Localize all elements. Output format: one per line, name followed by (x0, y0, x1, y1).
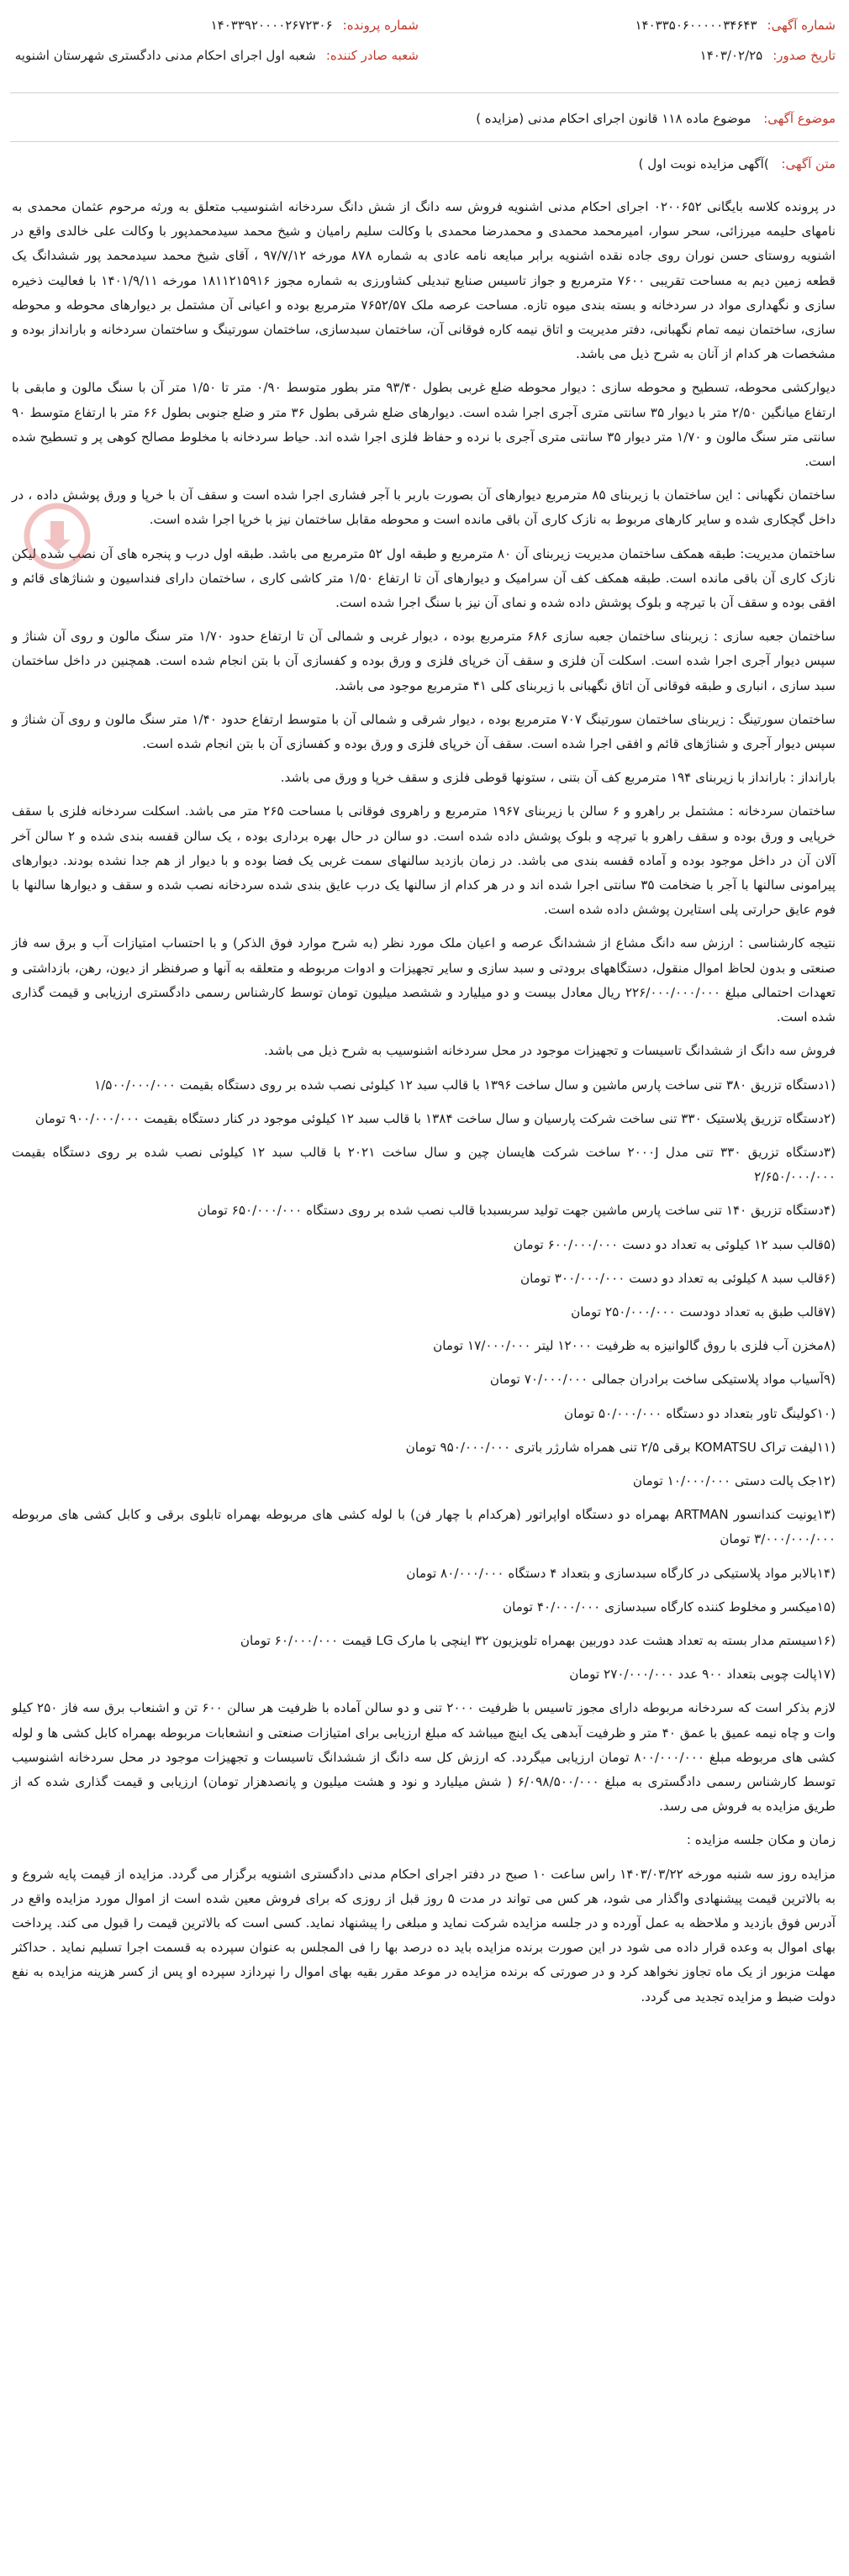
notice-paragraph: ساختمان نگهبانی : این ساختمان با زیربنای ۸۵ مترمربع دیوارهای آن بصورت باربر با آجر فشاری اجرا شده است و سقف آن با خرپا و ورق پوشش داده ، در داخل گچکاری شده و سایر کارهای مربوط به نازک کاری آن باقی مانده است و محوطه مقابل ساختمان نیز با خرپا اجرا شده است. (12, 487, 836, 528)
notice-paragraph: (۸مخزن آب فلزی با روق گالوانیزه به ظرفیت ۱۲۰۰۰ لیتر ۱۷/۰۰۰/۰۰۰ تومان (433, 1338, 836, 1354)
notice-paragraph: (۱۳یونیت کندانسور ARTMAN بهمراه دو دستگاه اواپراتور (هرکدام با چهار فن) با لوله کشی های مربوطه بهمراه تابلوی برقی و کابل کشی های مربوطه ۳/۰۰۰/۰۰۰/۰۰۰ تومان (12, 1507, 836, 1547)
notice-text-heading (639, 156, 836, 171)
ad-number-value: ۱۴۰۳۳۵۰۶۰۰۰۰۰۳۴۶۴۳ (635, 18, 757, 33)
issuing-branch-label: شعبه صادر کننده: (325, 48, 419, 63)
subject-value: موضوع ماده ۱۱۸ قانون اجرای احکام مدنی (مزایده ) (476, 111, 751, 126)
notice-paragraph: (۱دستگاه تزریق ۳۸۰ تنی ساخت پارس ماشین و سال ساخت ۱۳۹۶ با قالب سبد ۱۲ کیلوئی نصب شده بر روی دستگاه بقیمت ۱/۵۰۰/۰۰۰/۰۰۰ (94, 1077, 836, 1093)
notice-paragraph: زمان و مکان جلسه مزایده : (686, 1832, 836, 1848)
notice-paragraph: (۱۶سیستم مدار بسته به تعداد هشت عدد دوربین بهمراه تلویزیون ۳۲ اینچی با مارک LG قیمت ۶۰/۰۰۰/۰۰۰ تومان (240, 1632, 836, 1648)
text-title: )آگهی مزایده نوبت اول ) (638, 156, 769, 171)
notice-paragraph: ساختمان سورتینگ : زیربنای ساختمان سورتینگ ۷۰۷ مترمربع بوده ، دیوار شرقی و شمالی آن با متوسط ارتفاع حدود ۱/۴۰ متر سنگ مالون و روی آن شناژ و سپس دیوار آجری و شناژهای قائم و افقی اجرا شده است. سقف آن خرپای فلزی و ورق بوده و کفسازی آن با بتن انجام شده است. (12, 711, 836, 752)
case-number-row (15, 10, 419, 40)
notice-paragraph: (۶قالب سبد ۸ کیلوئی به تعداد دو دست ۳۰۰/۰۰۰/۰۰۰ تومان (519, 1270, 836, 1286)
notice-paragraph: (۱۷پالت چوبی بتعداد ۹۰۰ عدد ۲۷۰/۰۰۰/۰۰۰ تومان (569, 1667, 836, 1683)
notice-paragraph: (۹آسیاب مواد پلاستیکی ساخت برادران جمالی ۷۰/۰۰۰/۰۰۰ تومان (489, 1372, 836, 1388)
issue-date-row (432, 40, 836, 71)
notice-paragraph: ساختمان مدیریت: طبقه همکف ساختمان مدیریت زیربنای آن ۸۰ مترمربع و طبقه اول ۵۲ مترمربع می باشد. طبقه اول درب و پنجره های آن نصب شده لیکن نازک کاری آن باقی مانده است. طبقه همکف کف آن سرامیک و دیوارهای آن تا ارتفاع ۱/۵۰ متر کاشی کاری ، ساختمان دارای فنداسیون و شناژهای قائم و افقی بوده و سقف آن با تیرچه و بلوک پوشش داده شده و نمای آن نیز با سنگ اجرا شده است. (12, 545, 836, 611)
ad-number-label: شماره آگهی: (767, 18, 836, 33)
notice-paragraph: در پرونده کلاسه بایگانی ۰۲۰۰۶۵۲ اجرای احکام مدنی اشنویه فروش سه دانگ از شش دانگ سردخانه اشنوسیب متعلق به ورثه مرحوم عثمان محمدی به نامهای حلیمه میرزائی، سحر سوار، امیرمحمد محمدی و محمدرضا محمدی با وکالت سلیم رامیان و شیخ محمد سیدمحمدپور با وکالت علی خالدی واقع در اشنویه روستای حسن نوران روی جاده نقده اشنویه برابر مبایعه نامه عادی به شماره ۸۷۸ مورخه ۹۷/۷/۱۲ ، آقای شیخ محمد سیدمحمد پور ششدانگ یک قطعه زمین دیم به مساحت تقریبی ۷۶۰۰ مترمربع و جواز تاسیس صنایع تبدیلی کشاورزی به شماره مجوز ۱۸۱۱۲۱۵۹۱۶ مورخه ۱۴۰۱/۹/۱۱ با فعالیت ذخیره سازی و نگهداری مواد در سردخانه و بسته بندی میوه تازه. مساحت عرصه ملک ۷۶۵۲/۵۷ مترمربع بوده و اعیانی آن مشتمل بر دیوارهای محوطه و محوطه سازی، ساختمان نیمه تمام نگهبانی، دفتر مدیریت و اتاق نیمه کاره فوقانی آن، ساختمان سبدسازی، ساختمان سورتینگ و ساختمان سردخانه و بارانداز بوده و مشخصات هر کدام از آنان به شرح ذیل می باشد. (12, 199, 836, 362)
notice-paragraph: لازم بذکر است که سردخانه مربوطه دارای مجوز تاسیس با ظرفیت ۲۰۰۰ تنی و دو سالن آماده با ظرفیت هر سالن ۶۰۰ تن و اشنعاب برق سه فاز ۲۵۰ کیلو وات و چاه نیمه عمیق با عمق ۴۰ متر و ظرفیت آبدهی یک اینچ میباشد که مبلغ ارزیابی برای امتیازات صنعتی و انشعابات مربوطه بهمراه کابل کشی ها و لوله کشی های مربوطه مبلغ ۸۰۰/۰۰۰/۰۰۰ تومان ارزیابی میگردد. که ارزش کل سه دانگ از ششدانگ تاسیسات و تجهیزات موجود در محل سردخانه اشنوسیب توسط کارشناس رسمی دادگستری به مبلغ ۶/۰۹۸/۵۰۰/۰۰۰ ( شش میلیارد و نود و هشت میلیون و پانصدهزار تومان) ارزیابی و قیمت گذاری شده که از طریق مزایده به فروش می رسد. (12, 1700, 836, 1815)
issuing-branch-value: شعبه اول اجرای احکام مدنی دادگستری شهرستان اشنویه (14, 48, 316, 63)
notice-paragraph: (۱۰کولینگ تاور بتعداد دو دستگاه ۵۰/۰۰۰/۰۰۰ تومان (564, 1405, 836, 1421)
notice-paragraph: (۱۲جک پالت دستی ۱۰/۰۰۰/۰۰۰ تومان (632, 1472, 836, 1488)
issue-date-value: ۱۴۰۳/۰۲/۲۵ (699, 48, 763, 63)
notice-paragraph: (۷قالب طبق به تعداد دودست ۲۵۰/۰۰۰/۰۰۰ تومان (571, 1304, 836, 1320)
case-number-value: ۱۴۰۳۳۹۲۰۰۰۰۲۶۷۲۳۰۶ (210, 18, 333, 33)
notice-paragraph: (۵قالب سبد ۱۲ کیلوئی به تعداد دو دست ۶۰۰/۰۰۰/۰۰۰ تومان (513, 1236, 836, 1252)
header-divider (10, 92, 839, 93)
notice-paragraph: (۱۴بالابر مواد پلاستیکی در کارگاه سبدسازی و بتعداد ۴ دستگاه ۸۰/۰۰۰/۰۰۰ تومان (406, 1565, 836, 1581)
notice-paragraph: مزایده روز سه شنبه مورخه ۱۴۰۳/۰۳/۲۲ راس ساعت ۱۰ صبح در دفتر اجرای احکام مدنی دادگستری اشنویه برگزار می گردد. مزایده از قیمت پایه شروع و به بالاترین قیمت پیشنهادی واگذار می شود، هر کس می تواند در مدت ۵ روز قبل از روزی که برای فروش معین شده است از اموال مورد مزایده واقع در آدرس فوق بازدید و ملاحظه به عمل آورده و در جلسه مزایده شرکت نماید و مبلغی را پیشنهاد نماید. کسی است که بالاترین قیمت را قبول می کند. پرداخت بهای اموال به وعده قرار داده می شود در این صورت برنده مزایده باید ده درصد بها را فی المجلس به عنوان سپرده به قسمت اجرا تسلیم نماید . حداکثر مهلت مزبور از یک ماه تجاوز نخواهد کرد و در صورتی که برنده مزایده در موعد مقرر بقیه بهای اموال را نپردازد سپرده او پس از کسر هزینه مزایده به نفع دولت ضبط و مزایده تجدید می گردد. (12, 1866, 836, 2004)
text-label: متن آگهی: (781, 156, 836, 171)
notice-paragraph: ساختمان جعبه سازی : زیربنای ساختمان جعبه سازی ۶۸۶ مترمربع بوده ، دیوار غربی و شمالی آن تا ارتفاع حدود ۱/۷۰ متر سنگ مالون و روی آن شناژ و سپس دیوار آجری اجرا شده است. اسکلت آن فلزی و سقف آن خرپای فلزی و ورق بوده و کفسازی آن با بتن انجام شده است. همچنین در داخل ساختمان سبد سازی ، انباری و طبقه فوقانی آن اتاق نگهبانی با زیربنای کلی ۴۱ مترمربع موجود می باشد. (12, 629, 836, 693)
notice-body (12, 195, 836, 2019)
notice-paragraph: (۱۱لیفت تراک KOMATSU برقی ۲/۵ تنی همراه شارژر باتری ۹۵۰/۰۰۰/۰۰۰ تومان (405, 1439, 836, 1455)
notice-header (15, 10, 836, 82)
header-left-column (15, 10, 419, 71)
notice-paragraph: دیوارکشی محوطه، تسطیح و محوطه سازی : دیوار محوطه ضلع غربی بطول ۹۳/۴۰ متر بطور متوسط ۰/۹۰ متر تا ۱/۵۰ متر آن با سنگ مالون و مابقی با ارتفاع میانگین ۲/۵۰ متر با دیوار ۳۵ سانتی متری آجری اجرا شده است. دیوارهای ضلع شرقی بطول ۳۶ متر و ضلع جنوبی بطول ۶۶ متر با ارتفاع متوسط ۹۰ سانتی متر سنگ مالون و ۱/۷۰ متر دیوار ۳۵ سانتی متری آجری با نرده و حفاظ فلزی اجرا شده اند. حیاط سردخانه با مخلوط مصالح کوهی پر و تسطیح شده است. (12, 380, 836, 470)
notice-paragraph: (۳دستگاه تزریق ۳۳۰ تنی مدل ۲۰۰۰J ساخت شرکت هایسان چین و سال ساخت ۲۰۲۱ با قالب سبد ۱۲ کیلوئی نصب شده بر روی دستگاه بقیمت ۲/۶۵۰/۰۰۰/۰۰۰ (12, 1144, 836, 1185)
header-right-column (432, 10, 836, 71)
circular-stamp-icon (22, 501, 92, 572)
subject-divider (10, 141, 839, 142)
issuing-branch-row (15, 40, 419, 71)
notice-paragraph: ساختمان سردخانه : مشتمل بر راهرو و ۶ سالن با زیربنای ۱۹۶۷ مترمربع و راهروی فوقانی با مساحت ۲۶۵ متر می باشد. اسکلت سردخانه فلزی با سقف خرپایی و ورق بوده و سقف راهرو با تیرچه و بلوک پوشش داده شده است. دو سالن در حال بهره برداری بوده ، یک سالن قفسه بندی شده و ۲ سالن آخر آلان آن در داخل موجود بوده و آماده قفسه بندی می باشد. در زمان بازدید سالنهای سمت غربی یک فضا بوده و با دیوار از هم جدا نشده بودند. دیوارهای پیرامونی سالنها با آجر با ضخامت ۳۵ سانتی اجرا شده اند و در هر کدام از سالنها یک درب عایق بندی شده سردخانه نصب شده و سقف و دیوارها سالنها با فوم عایق حرارتی پلی استایرن پوشش داده شده است. (12, 803, 836, 918)
notice-paragraph: (۴دستگاه تزریق ۱۴۰ تنی ساخت پارس ماشین جهت تولید سربسبدبا قالب نصب شده بر روی دستگاه ۶۵۰/۰۰۰/۰۰۰ تومان (197, 1203, 836, 1219)
subject-label: موضوع آگهی: (763, 111, 836, 126)
notice-paragraph: بارانداز : بارانداز با زیربنای ۱۹۴ مترمربع کف آن بتنی ، ستونها قوطی فلزی و سقف خرپا و ورق می باشد. (280, 770, 836, 786)
notice-subject (13, 111, 836, 126)
notice-paragraph: فروش سه دانگ از ششدانگ تاسیسات و تجهیزات موجود در محل سردخانه اشنوسیب به شرح ذیل می باشد. (264, 1043, 836, 1059)
issue-date-label: تاریخ صدور: (773, 48, 836, 63)
case-number-label: شماره پرونده: (342, 18, 419, 33)
notice-paragraph: (۲دستگاه تزریق پلاستیک ۳۳۰ تنی ساخت شرکت پارسیان و سال ساخت ۱۳۸۴ با قالب سبد ۱۲ کیلوئی موجود در کنار دستگاه بقیمت ۹۰۰/۰۰۰/۰۰۰ تومان (34, 1110, 836, 1126)
notice-paragraph: (۱۵میکسر و مخلوط کننده کارگاه سبدسازی ۴۰/۰۰۰/۰۰۰ تومان (503, 1599, 836, 1615)
notice-paragraph: نتیجه کارشناسی : ارزش سه دانگ مشاع از ششدانگ عرصه و اعیان ملک مورد نظر (به شرح موارد فوق الذکر) و با احتساب امتیازات آب و برق سه فاز صنعتی و بدون لحاظ اموال منقول، دستگاههای برودتی و سبد سازی و سایر تجهیزات و ادوات مربوطه و متعلقه به آنها و صرفنظر از دیون، رهن، بازداشتی و تعهدات احتمالی مبلغ ۲۲۶/۰۰۰/۰۰۰/۰۰۰ ریال معادل بیست و دو میلیارد و ششصد میلیون تومان توسط کارشناس رسمی دادگستری ارزیابی و قیمت گذاری شده است. (12, 935, 836, 1025)
ad-number-row (432, 10, 836, 40)
